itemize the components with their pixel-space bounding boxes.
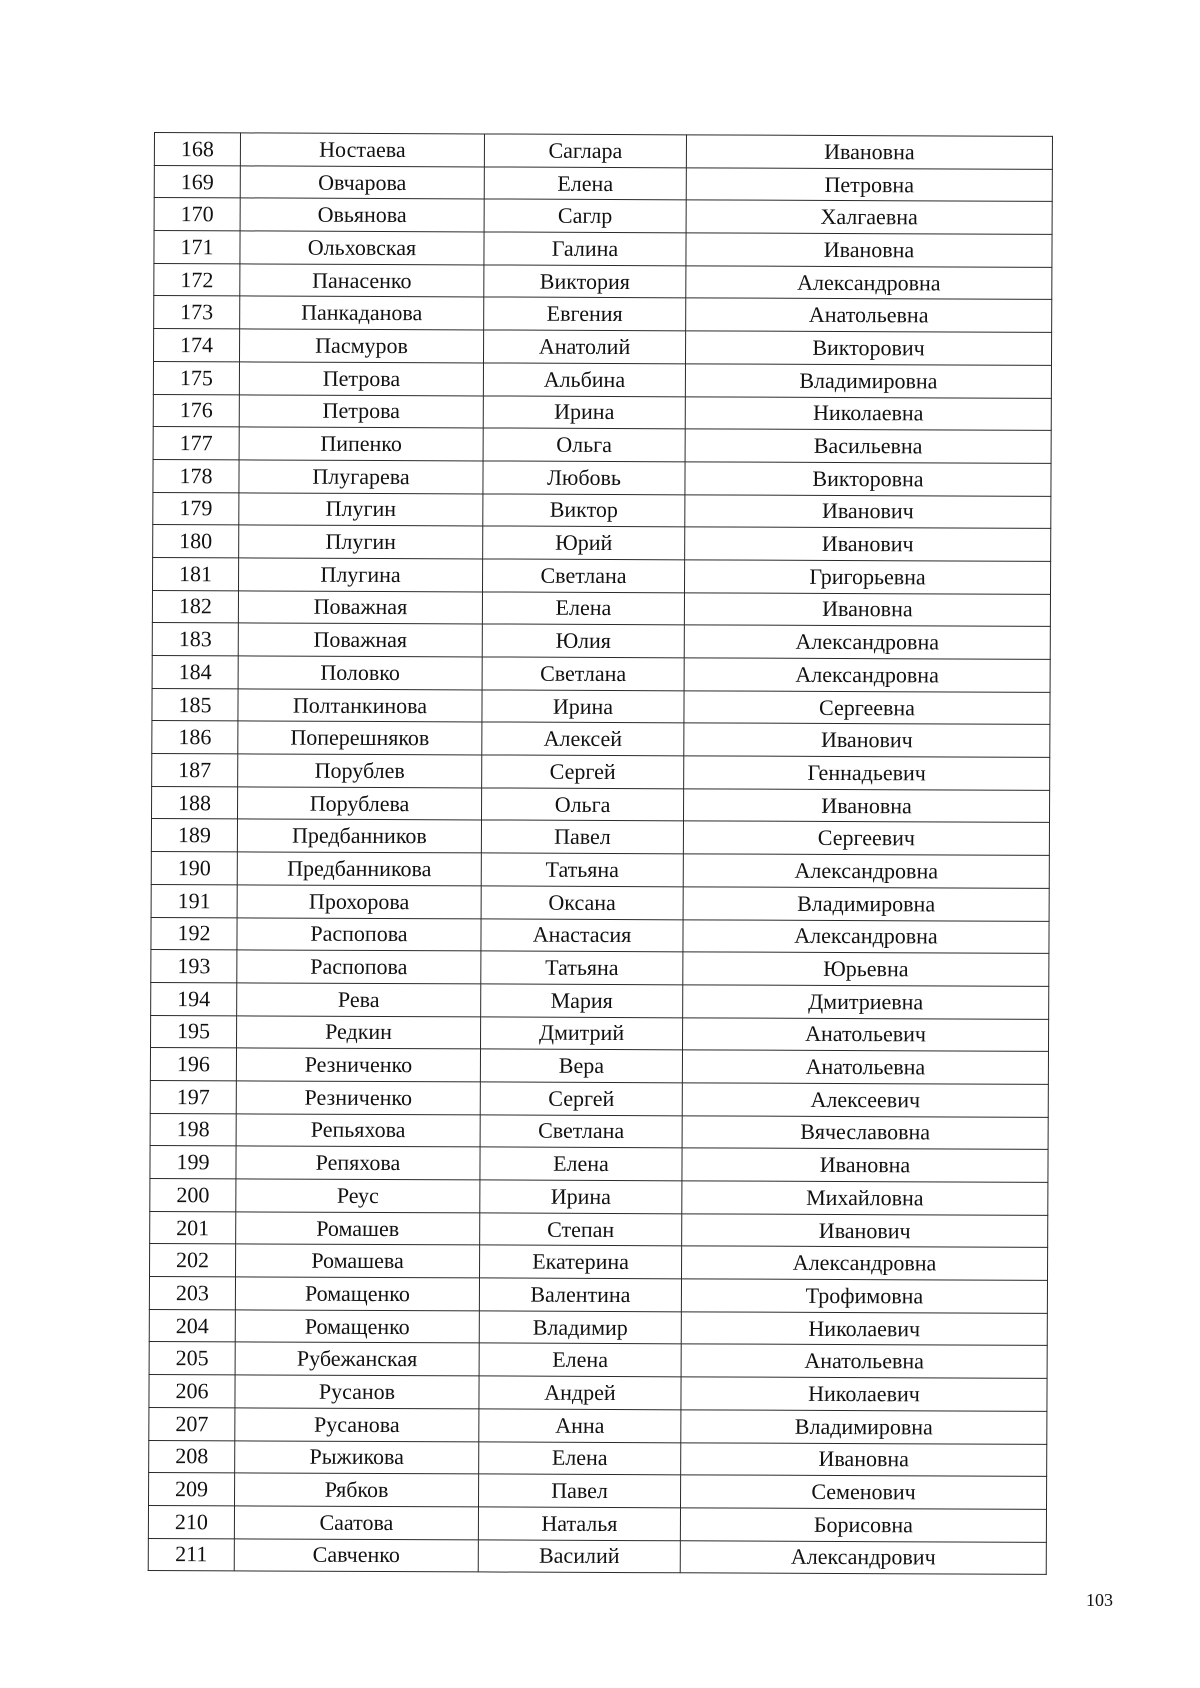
patronymic-cell: Владимировна — [683, 887, 1049, 921]
row-number-cell: 186 — [152, 721, 238, 754]
surname-cell: Ольховская — [240, 231, 484, 265]
row-number-cell: 199 — [150, 1146, 236, 1179]
table-row — [154, 133, 1052, 170]
table-row — [153, 525, 1051, 562]
surname-cell: Ромащенко — [235, 1277, 479, 1311]
surname-cell: Репьяхова — [236, 1113, 480, 1147]
row-number-cell: 177 — [153, 427, 239, 460]
surname-cell: Русанов — [235, 1375, 479, 1409]
surname-cell: Ромащенко — [235, 1310, 479, 1344]
given-name-cell: Светлана — [482, 657, 684, 691]
table-row — [154, 296, 1052, 333]
given-name-cell: Владимир — [479, 1311, 681, 1345]
table-row — [151, 852, 1049, 889]
given-name-cell: Ирина — [483, 395, 685, 429]
surname-cell: Половко — [238, 656, 482, 690]
row-number-cell: 187 — [152, 754, 238, 787]
surname-cell: Предбанникова — [237, 852, 481, 886]
given-name-cell: Ольга — [483, 428, 685, 462]
given-name-cell: Юрий — [483, 526, 685, 560]
surname-cell: Порублева — [238, 787, 482, 821]
table-row — [149, 1407, 1047, 1444]
row-number-cell: 198 — [150, 1113, 236, 1146]
given-name-cell: Ольга — [481, 788, 683, 822]
row-number-cell: 171 — [154, 231, 240, 264]
row-number-cell: 182 — [152, 590, 238, 623]
row-number-cell: 190 — [151, 852, 237, 885]
given-name-cell: Елена — [482, 592, 684, 626]
given-name-cell: Вера — [480, 1049, 682, 1083]
given-name-cell: Мария — [481, 984, 683, 1018]
row-number-cell: 173 — [154, 296, 240, 329]
patronymic-cell: Юрьевна — [683, 952, 1049, 986]
table-row — [149, 1440, 1047, 1477]
surname-cell: Пасмуров — [239, 329, 483, 363]
given-name-cell: Альбина — [483, 363, 685, 397]
patronymic-cell: Ивановна — [683, 789, 1049, 823]
table-row — [151, 819, 1049, 856]
patronymic-cell: Александрович — [680, 1540, 1046, 1574]
surname-cell: Распопова — [237, 917, 481, 951]
surname-cell: Овчарова — [240, 166, 484, 200]
given-name-cell: Елена — [480, 1147, 682, 1181]
table-row — [149, 1473, 1047, 1510]
row-number-cell: 197 — [150, 1080, 236, 1113]
table-row — [149, 1277, 1047, 1314]
patronymic-cell: Иванович — [685, 494, 1051, 528]
given-name-cell: Светлана — [482, 559, 684, 593]
patronymic-cell: Владимировна — [681, 1410, 1047, 1444]
surname-cell: Панасенко — [240, 264, 484, 298]
table-row — [150, 1080, 1048, 1117]
patronymic-cell: Анатольевна — [686, 298, 1052, 332]
patronymic-cell: Трофимовна — [681, 1279, 1047, 1313]
row-number-cell: 175 — [153, 361, 239, 394]
given-name-cell: Татьяна — [481, 853, 683, 887]
table-row — [151, 982, 1049, 1019]
patronymic-cell: Владимировна — [685, 364, 1051, 398]
table-row — [152, 623, 1050, 660]
surname-cell: Порублев — [238, 754, 482, 788]
patronymic-cell: Васильевна — [685, 429, 1051, 463]
row-number-cell: 201 — [150, 1211, 236, 1244]
given-name-cell: Светлана — [480, 1115, 682, 1149]
surname-cell: Рыжикова — [235, 1440, 479, 1474]
surname-cell: Рубежанская — [235, 1342, 479, 1376]
surname-cell: Полтанкинова — [238, 689, 482, 723]
given-name-cell: Сергей — [482, 755, 684, 789]
row-number-cell: 193 — [151, 950, 237, 983]
row-number-cell: 206 — [149, 1375, 235, 1408]
given-name-cell: Валентина — [479, 1278, 681, 1312]
row-number-cell: 195 — [151, 1015, 237, 1048]
table-row — [153, 394, 1051, 431]
row-number-cell: 210 — [148, 1505, 234, 1538]
patronymic-cell: Ивановна — [681, 1442, 1047, 1476]
patronymic-cell: Иванович — [682, 1214, 1048, 1248]
patronymic-cell: Анатольевна — [682, 1050, 1048, 1084]
surname-cell: Плугарева — [239, 460, 483, 494]
row-number-cell: 209 — [149, 1473, 235, 1506]
given-name-cell: Екатерина — [480, 1245, 682, 1279]
surname-cell: Редкин — [237, 1015, 481, 1049]
given-name-cell: Степан — [480, 1213, 682, 1247]
surname-cell: Резниченко — [236, 1081, 480, 1115]
table-row — [150, 1178, 1048, 1215]
patronymic-cell: Ивановна — [686, 135, 1052, 169]
surname-cell: Репяхова — [236, 1146, 480, 1180]
surname-cell: Резниченко — [236, 1048, 480, 1082]
table-row — [153, 427, 1051, 464]
row-number-cell: 188 — [152, 786, 238, 819]
table-row — [153, 329, 1051, 366]
patronymic-cell: Александровна — [684, 658, 1050, 692]
table-row — [152, 786, 1050, 823]
surname-cell: Прохорова — [237, 885, 481, 919]
table-row — [154, 198, 1052, 235]
patronymic-cell: Александровна — [682, 1246, 1048, 1280]
patronymic-cell: Ивановна — [684, 592, 1050, 626]
table-row — [149, 1342, 1047, 1379]
row-number-cell: 174 — [153, 329, 239, 362]
table-row — [152, 655, 1050, 692]
patronymic-cell: Геннадьевич — [684, 756, 1050, 790]
surname-cell: Петрова — [239, 394, 483, 428]
row-number-cell: 185 — [152, 688, 238, 721]
patronymic-cell: Анатольевна — [681, 1344, 1047, 1378]
table-row — [153, 459, 1051, 496]
patronymic-cell: Ивановна — [682, 1148, 1048, 1182]
surname-cell: Рева — [237, 983, 481, 1017]
patronymic-cell: Иванович — [684, 723, 1050, 757]
given-name-cell: Елена — [479, 1441, 681, 1475]
row-number-cell: 191 — [151, 884, 237, 917]
given-name-cell: Татьяна — [481, 951, 683, 985]
surname-cell: Поперешняков — [238, 721, 482, 755]
row-number-cell: 194 — [151, 982, 237, 1015]
table-row — [148, 1538, 1046, 1575]
surname-cell: Поважная — [238, 623, 482, 657]
row-number-cell: 181 — [153, 557, 239, 590]
given-name-cell: Оксана — [481, 886, 683, 920]
row-number-cell: 176 — [153, 394, 239, 427]
table-row — [154, 231, 1052, 268]
surname-cell: Рябков — [235, 1473, 479, 1507]
name-list-table — [148, 132, 1053, 1575]
patronymic-cell: Анатольевич — [682, 1017, 1048, 1051]
row-number-cell: 207 — [149, 1407, 235, 1440]
row-number-cell: 184 — [152, 655, 238, 688]
table-row — [152, 754, 1050, 791]
surname-cell: Плугин — [239, 525, 483, 559]
surname-cell: Поважная — [238, 590, 482, 624]
table-row — [152, 721, 1050, 758]
table-row — [153, 557, 1051, 594]
given-name-cell: Василий — [478, 1539, 680, 1573]
patronymic-cell: Халгаевна — [686, 200, 1052, 234]
row-number-cell: 196 — [150, 1048, 236, 1081]
patronymic-cell: Сергеевич — [683, 821, 1049, 855]
patronymic-cell: Александровна — [683, 854, 1049, 888]
row-number-cell: 189 — [151, 819, 237, 852]
given-name-cell: Павел — [481, 820, 683, 854]
given-name-cell: Анастасия — [481, 918, 683, 952]
row-number-cell: 169 — [154, 165, 240, 198]
given-name-cell: Андрей — [479, 1376, 681, 1410]
given-name-cell: Елена — [479, 1343, 681, 1377]
patronymic-cell: Алексеевич — [682, 1083, 1048, 1117]
surname-cell: Панкаданова — [240, 296, 484, 330]
row-number-cell: 205 — [149, 1342, 235, 1375]
patronymic-cell: Михайловна — [682, 1181, 1048, 1215]
surname-cell: Плугина — [239, 558, 483, 592]
given-name-cell: Виктор — [483, 494, 685, 528]
table-row — [154, 263, 1052, 300]
surname-cell: Распопова — [237, 950, 481, 984]
row-number-cell: 208 — [149, 1440, 235, 1473]
given-name-cell: Саглр — [484, 199, 686, 233]
row-number-cell: 202 — [150, 1244, 236, 1277]
given-name-cell: Павел — [479, 1474, 681, 1508]
patronymic-cell: Борисовна — [680, 1508, 1046, 1542]
table-row — [151, 950, 1049, 987]
row-number-cell: 180 — [153, 525, 239, 558]
table-body — [148, 133, 1052, 1575]
table-row — [151, 884, 1049, 921]
table-row — [154, 165, 1052, 202]
surname-cell: Савченко — [234, 1538, 478, 1572]
table-row — [153, 361, 1051, 398]
table-row — [150, 1048, 1048, 1085]
surname-cell: Саатова — [234, 1506, 478, 1540]
given-name-cell: Галина — [484, 232, 686, 266]
patronymic-cell: Александровна — [683, 919, 1049, 953]
patronymic-cell: Семенович — [681, 1475, 1047, 1509]
patronymic-cell: Александровна — [686, 266, 1052, 300]
surname-cell: Русанова — [235, 1408, 479, 1442]
patronymic-cell: Александровна — [684, 625, 1050, 659]
patronymic-cell: Григорьевна — [684, 560, 1050, 594]
row-number-cell: 200 — [150, 1178, 236, 1211]
surname-cell: Ромашев — [236, 1212, 480, 1246]
given-name-cell: Анна — [479, 1409, 681, 1443]
table-row — [152, 688, 1050, 725]
given-name-cell: Сергей — [480, 1082, 682, 1116]
patronymic-cell: Викторовна — [685, 462, 1051, 496]
surname-cell: Предбанников — [237, 819, 481, 853]
given-name-cell: Виктория — [484, 265, 686, 299]
page-number: 103 — [1086, 1590, 1113, 1610]
row-number-cell: 179 — [153, 492, 239, 525]
table-row — [148, 1505, 1046, 1542]
row-number-cell: 204 — [149, 1309, 235, 1342]
surname-cell: Пипенко — [239, 427, 483, 461]
table-row — [153, 492, 1051, 529]
given-name-cell: Евгения — [484, 297, 686, 331]
patronymic-cell: Сергеевна — [684, 691, 1050, 725]
table-row — [150, 1244, 1048, 1281]
row-number-cell: 178 — [153, 459, 239, 492]
table-row — [149, 1309, 1047, 1346]
patronymic-cell: Дмитриевна — [683, 985, 1049, 1019]
patronymic-cell: Николаевна — [685, 396, 1051, 430]
patronymic-cell: Николаевич — [681, 1312, 1047, 1346]
given-name-cell: Любовь — [483, 461, 685, 495]
given-name-cell: Елена — [484, 167, 686, 201]
surname-cell: Ромашева — [236, 1244, 480, 1278]
surname-cell: Ностаева — [240, 133, 484, 167]
given-name-cell: Ирина — [482, 690, 684, 724]
table-row — [150, 1211, 1048, 1248]
patronymic-cell: Иванович — [685, 527, 1051, 561]
given-name-cell: Юлия — [482, 624, 684, 658]
given-name-cell: Саглара — [484, 134, 686, 168]
surname-cell: Плугин — [239, 492, 483, 526]
table-row — [150, 1146, 1048, 1183]
row-number-cell: 172 — [154, 263, 240, 296]
patronymic-cell: Викторович — [685, 331, 1051, 365]
given-name-cell: Ирина — [480, 1180, 682, 1214]
row-number-cell: 168 — [154, 133, 240, 166]
surname-cell: Реус — [236, 1179, 480, 1213]
patronymic-cell: Николаевич — [681, 1377, 1047, 1411]
surname-cell: Петрова — [239, 362, 483, 396]
patronymic-cell: Вячеславовна — [682, 1115, 1048, 1149]
table-row — [151, 917, 1049, 954]
row-number-cell: 203 — [149, 1277, 235, 1310]
patronymic-cell: Петровна — [686, 168, 1052, 202]
given-name-cell: Алексей — [482, 722, 684, 756]
given-name-cell: Анатолий — [483, 330, 685, 364]
given-name-cell: Наталья — [478, 1507, 680, 1541]
given-name-cell: Дмитрий — [481, 1016, 683, 1050]
table-row — [150, 1113, 1048, 1150]
patronymic-cell: Ивановна — [686, 233, 1052, 267]
table-row — [152, 590, 1050, 627]
table-row — [151, 1015, 1049, 1052]
table-row — [149, 1375, 1047, 1412]
row-number-cell: 211 — [148, 1538, 234, 1571]
surname-cell: Овьянова — [240, 198, 484, 232]
row-number-cell: 170 — [154, 198, 240, 231]
row-number-cell: 183 — [152, 623, 238, 656]
row-number-cell: 192 — [151, 917, 237, 950]
